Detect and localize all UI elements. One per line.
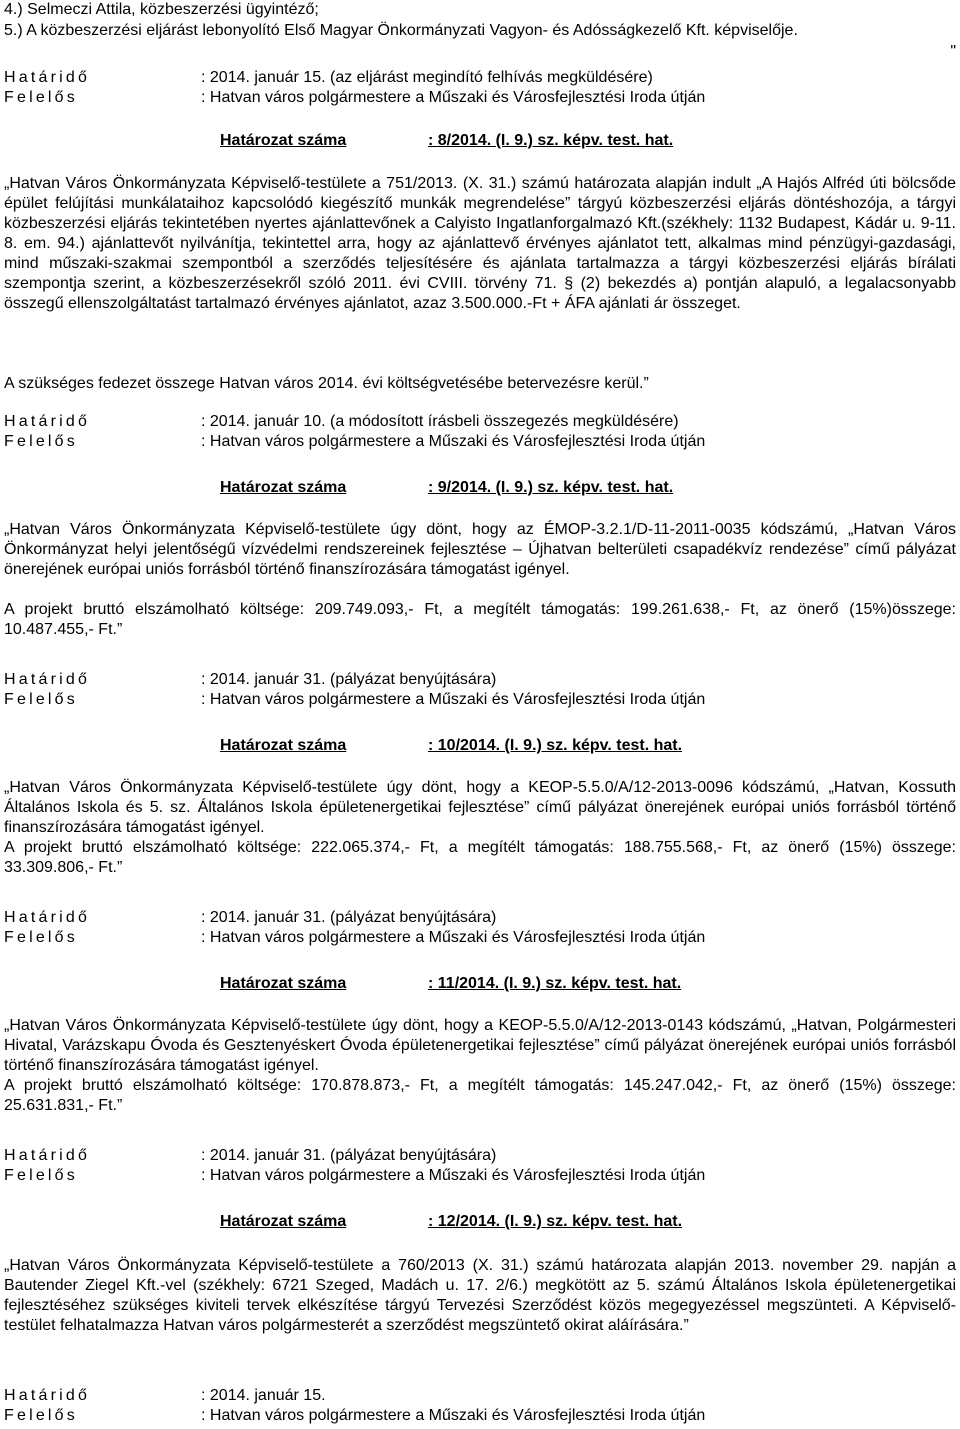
felelos-label: Felelős <box>4 89 78 106</box>
resolution-heading-9 <box>4 478 956 498</box>
felelos-row <box>4 432 956 452</box>
hatarido-value: : 2014. január 15. (az eljárást megindító felhívás megküldésére) <box>201 69 653 86</box>
hatarido-value: : 2014. január 31. (pályázat benyújtására) <box>201 909 497 926</box>
intro-item-4: 4.) Selmeczi Attila, közbeszerzési ügyintéző; <box>4 1 319 18</box>
felelos-label: Felelős <box>4 1167 78 1184</box>
resolution-body: „Hatvan Város Önkormányzata Képviselő-testülete a 751/2013. (X. 31.) számú határozata alapján indult „A Hajós Alfréd úti bölcsőde épület felújítási munkálataihoz kapcsolódó kiegészítő munkák megrendelése” tárgyú közbeszerzési eljárás döntéshozója, a tárgyi közbeszerzési eljárás tekintetében nyertes ajánlattevőnek a Calyisto Ingatlanforgalmazó Kft.(székhely: 1132 Budapest, Kádár u. 9-11. 8. em. 94.) ajánlattevőt nyilvánítja, tekintettel arra, hogy az ajánlattevő érvényes ajánlatot tett, alkalmas mind pénzügyi-gazdasági, mind műszaki-szakmai szempontból a szerződés teljesítésére és ajánlata tartalmazza a tárgyi közbeszerzési eljárás bírálati szempontja szerint, a közbeszerzésekről szóló 2011. évi CVIII. törvény 71. § (2) bekezdés a) pontján alapuló, a legalacsonyabb összegű ellenszolgáltatást tartalmazó érvényes ajánlatot, azaz 3.500.000.-Ft + ÁFA ajánlati ár összeget. <box>4 175 956 312</box>
hatarido-row <box>4 908 956 928</box>
felelos-value: : Hatvan város polgármestere a Műszaki és Városfejlesztési Iroda útján <box>201 1167 706 1184</box>
hatarido-row <box>4 1146 956 1166</box>
resolution-label: Határozat száma <box>220 975 347 992</box>
resolution-label: Határozat száma <box>220 479 347 496</box>
felelos-label: Felelős <box>4 929 78 946</box>
resolution-body-2: A projekt bruttó elszámolható költsége: 222.065.374,- Ft, a megítélt támogatás: 188.755.568,- Ft, az önerő (15%) összege: 33.309.806,- Ft.” <box>4 839 956 876</box>
resolution-heading-12 <box>4 1212 956 1232</box>
felelos-row <box>4 928 956 948</box>
resolution-number: : 11/2014. (I. 9.) sz. képv. test. hat. <box>428 975 682 992</box>
felelos-row <box>4 1166 956 1186</box>
hatarido-label: Határidő <box>4 413 91 430</box>
hatarido-row <box>4 670 956 690</box>
felelos-row <box>4 1406 956 1426</box>
hatarido-label: Határidő <box>4 671 91 688</box>
resolution-number: : 10/2014. (I. 9.) sz. képv. test. hat. <box>428 737 683 754</box>
resolution-body: „Hatvan Város Önkormányzata Képviselő-testülete úgy dönt, hogy az ÉMOP-3.2.1/D-11-2011-0035 kódszámú, „Hatvan Város Önkormányzat helyi jelentőségű vízvédelmi rendszereinek fejlesztése – Újhatvan belterületi csapadékvíz rendezése” című pályázat önerejének európai uniós forrásból történő finanszírozására támogatást igényel. <box>4 521 956 578</box>
felelos-row <box>4 88 956 108</box>
intro-item-5: 5.) A közbeszerzési eljárást lebonyolító Első Magyar Önkormányzati Vagyon- és Adósságkezelő Kft. képviselője. <box>4 22 798 39</box>
hatarido-label: Határidő <box>4 69 91 86</box>
resolution-body: „Hatvan Város Önkormányzata Képviselő-testülete úgy dönt, hogy a KEOP-5.5.0/A/12-2013-0143 kódszámú, „Hatvan, Polgármesteri Hivatal, Varázskapu Óvoda és Gesztenyéskert Óvoda épületenergetikai fejlesztése” című pályázat önerejének európai uniós forrásból történő finanszírozására támogatást igényel. <box>4 1017 956 1074</box>
hatarido-value: : 2014. január 10. (a módosított írásbeli összegezés megküldésére) <box>201 413 679 430</box>
intro-item-5-cont: " <box>950 43 956 60</box>
hatarido-label: Határidő <box>4 1147 91 1164</box>
resolution-number: : 12/2014. (I. 9.) sz. képv. test. hat. <box>428 1213 683 1230</box>
resolution-body: „Hatvan Város Önkormányzata Képviselő-testülete úgy dönt, hogy a KEOP-5.5.0/A/12-2013-0096 kódszámú, „Hatvan, Kossuth Általános Iskola és 5. sz. Általános Iskola épületenergetikai fejlesztése” című pályázat önerejének európai uniós forrásból történő finanszírozására támogatást igényel. <box>4 779 956 836</box>
felelos-label: Felelős <box>4 433 78 450</box>
hatarido-row <box>4 68 956 88</box>
resolution-body-2: A projekt bruttó elszámolható költsége: 170.878.873,- Ft, a megítélt támogatás: 145.247.042,- Ft, az önerő (15%) összege: 25.631.831,- Ft.” <box>4 1077 956 1114</box>
felelos-value: : Hatvan város polgármestere a Műszaki és Városfejlesztési Iroda útján <box>201 1407 706 1424</box>
felelos-value: : Hatvan város polgármestere a Műszaki és Városfejlesztési Iroda útján <box>201 929 706 946</box>
resolution-body: „Hatvan Város Önkormányzata Képviselő-testülete a 760/2013 (X. 31.) számú határozata alapján 2013. november 29. napján a Bautender Ziegel Kft.-vel (székhely: 6721 Szeged, Madách u. 17. 2/6.) megkötött az 5. számú Általános Iskola épületenergetikai fejlesztéséhez szükséges kiviteli tervek elkészítése tárgyú Tervezési Szerződést közös megegyezéssel megszünteti. A Képviselő-testület felhatalmazza Hatvan város polgármesterét a szerződést megszüntető okirat aláírására.” <box>4 1257 956 1334</box>
hatarido-row <box>4 412 956 432</box>
resolution-label: Határozat száma <box>220 1213 347 1230</box>
hatarido-value: : 2014. január 15. <box>201 1387 326 1404</box>
hatarido-label: Határidő <box>4 909 91 926</box>
resolution-heading-8 <box>4 131 956 151</box>
felelos-row <box>4 690 956 710</box>
resolution-body-2: A projekt bruttó elszámolható költsége: 209.749.093,- Ft, a megítélt támogatás: 199.261.638,- Ft, az önerő (15%)összege: 10.487.455,- Ft.” <box>4 601 956 638</box>
resolution-heading-10 <box>4 736 956 756</box>
resolution-label: Határozat száma <box>220 132 347 149</box>
hatarido-label: Határidő <box>4 1387 91 1404</box>
hatarido-row <box>4 1386 956 1406</box>
resolution-number: : 9/2014. (I. 9.) sz. képv. test. hat. <box>428 479 674 496</box>
felelos-label: Felelős <box>4 691 78 708</box>
hatarido-value: : 2014. január 31. (pályázat benyújtására) <box>201 671 497 688</box>
hatarido-value: : 2014. január 31. (pályázat benyújtására) <box>201 1147 497 1164</box>
felelos-value: : Hatvan város polgármestere a Műszaki és Városfejlesztési Iroda útján <box>201 89 706 106</box>
resolution-label: Határozat száma <box>220 737 347 754</box>
felelos-label: Felelős <box>4 1407 78 1424</box>
felelos-value: : Hatvan város polgármestere a Műszaki és Városfejlesztési Iroda útján <box>201 433 706 450</box>
resolution-body-2: A szükséges fedezet összege Hatvan város 2014. évi költségvetésébe betervezésre kerül.” <box>4 375 649 392</box>
resolution-heading-11 <box>4 974 956 994</box>
felelos-value: : Hatvan város polgármestere a Műszaki és Városfejlesztési Iroda útján <box>201 691 706 708</box>
resolution-number: : 8/2014. (I. 9.) sz. képv. test. hat. <box>428 132 674 149</box>
